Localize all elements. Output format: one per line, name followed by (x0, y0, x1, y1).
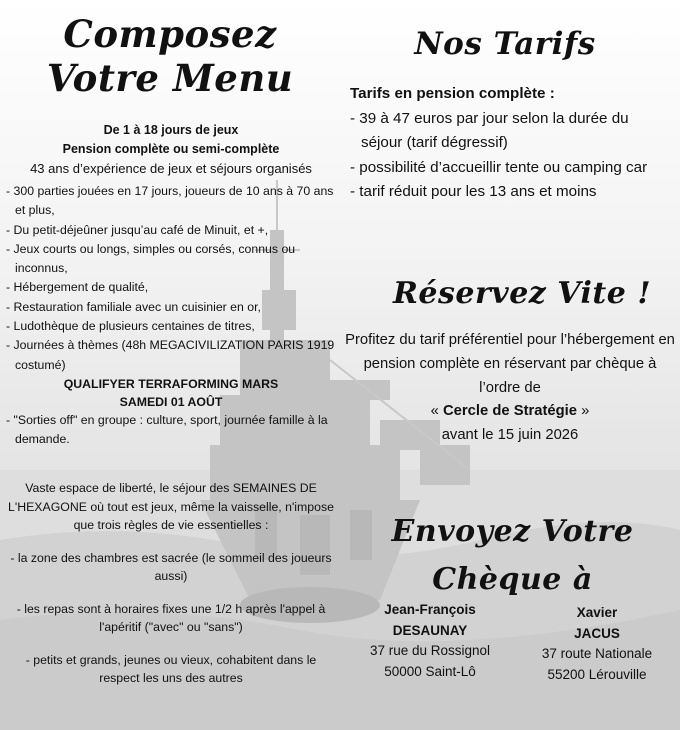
tarifs-title: Nos Tarifs (414, 26, 596, 62)
menu-title-line1: Composez (63, 12, 277, 56)
address-street: 37 route Nationale (541, 646, 653, 661)
house-rules-intro: Vaste espace de liberté, le séjour des SEMAINES DE L'HEXAGONE où tout est jeux, même la vaisselle, n'impose que trois règles de vie essentielles : (8, 481, 334, 532)
tarif-item-price: - 39 à 47 euros par jour selon la durée du séjour (tarif dégressif) (350, 109, 629, 151)
house-rule-meals: - les repas sont à horaires fixes une 1/2 h après l'appel à l'apéritif ("avec" ou "sans") (16, 601, 326, 634)
house-rule-rooms: - la zone des chambres est sacrée (le sommeil des joueurs aussi) (10, 550, 332, 583)
feature-item-catering: - Restauration familiale avec un cuisinier en or, (6, 299, 261, 314)
feature-item-library: - Ludothèque de plusieurs centaines de titres, (6, 319, 255, 334)
feature-item-games: - Jeux courts ou longs, simples ou corsés, connus ou inconnus, (6, 241, 296, 276)
event-line-date: SAMEDI 01 AOÛT (119, 394, 223, 409)
address-block-desaunay (355, 600, 505, 682)
house-rules-section (6, 479, 336, 702)
feature-item-meals: - Du petit-déjeûner jusqu’au café de Minuit, et +, (6, 222, 269, 237)
address-first-name: Xavier (576, 605, 618, 620)
intro-line-experience: 43 ans d’expérience de jeux et séjours organisés (30, 161, 312, 176)
cheque-title-line1: Envoyez Votre (391, 514, 634, 549)
quote-close: » (577, 403, 590, 420)
address-last-name: DESAUNAY (392, 622, 468, 638)
tarif-item-reduced: - tarif réduit pour les 13 ans et moins (350, 183, 597, 200)
feature-item-theme-days: - Journées à thèmes (48h MEGACIVILIZATION PARIS 1919 costumé) (6, 338, 335, 372)
reservez-title: Réservez Vite ! (392, 276, 651, 311)
address-city: 50000 Saint-Lô (384, 663, 476, 679)
address-last-name: JACUS (574, 625, 620, 641)
address-block-jacus (522, 603, 672, 685)
reservez-deadline: avant le 15 juin 2026 (441, 427, 579, 444)
org-name: Cercle de Stratégie (442, 403, 578, 420)
feature-item-outings: - "Sorties off" en groupe : culture, sport, journée famille à la demande. (6, 412, 328, 447)
tarif-item-camping: - possibilité d’accueillir tente ou camping car (350, 158, 648, 176)
quote-open: « (430, 403, 443, 420)
intro-line-duration: De 1 à 18 jours de jeux (103, 123, 239, 137)
reservez-body: Profitez du tarif préférentiel pour l’hébergement en pension complète en réservant par chèque à l’ordre de (345, 332, 675, 396)
reservez-org-line (345, 400, 675, 424)
house-rule-respect: - petits et grands, jeunes ou vieux, cohabitent dans le respect les uns des autres (25, 652, 317, 685)
tarifs-section (350, 82, 670, 205)
cheque-title (370, 508, 655, 604)
menu-intro (6, 121, 336, 178)
address-first-name: Jean-François (384, 602, 476, 617)
address-street: 37 rue du Rossignol (369, 643, 491, 658)
feature-item-parties: - 300 parties jouées en 17 jours, joueurs de 10 ans à 70 ans et plus, (6, 184, 334, 218)
feature-item-lodging: - Hébergement de qualité, (6, 280, 149, 295)
reservez-section (345, 329, 675, 448)
cheque-title-line2: Chèque à (432, 562, 593, 597)
event-line-qualifyer: QUALIFYER TERRAFORMING MARS (63, 376, 279, 391)
address-city: 55200 Lérouville (547, 666, 647, 682)
tarifs-heading: Tarifs en pension complète : (350, 85, 555, 102)
menu-title-line2: Votre Menu (46, 56, 294, 100)
intro-line-pension: Pension complète ou semi-complète (62, 142, 280, 156)
menu-features-list (6, 182, 336, 450)
menu-title (20, 12, 320, 100)
